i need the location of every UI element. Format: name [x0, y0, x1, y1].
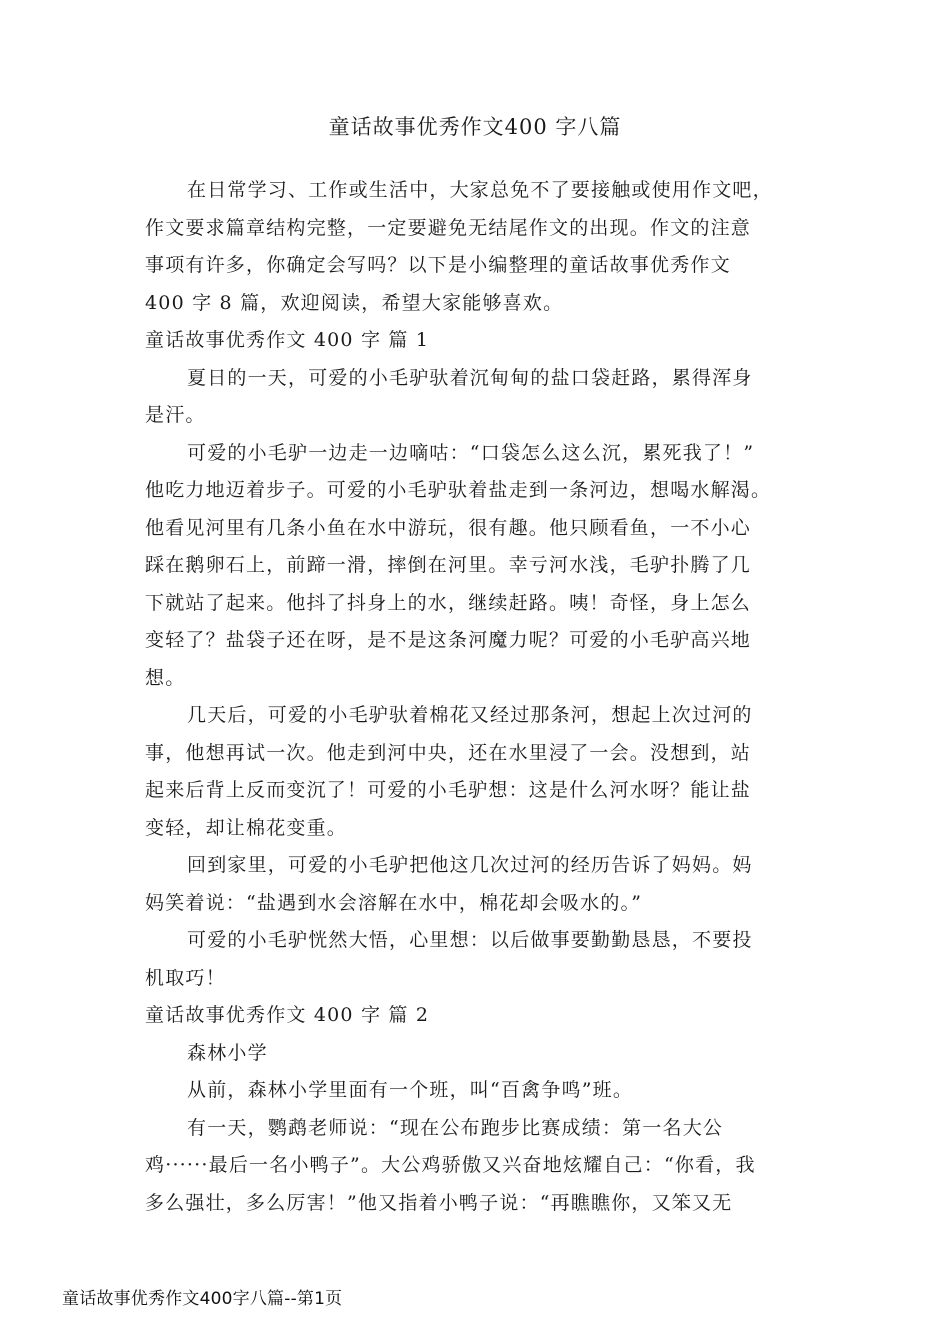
text-line: 想。	[145, 666, 186, 689]
text-line: 从前，森林小学里面有一个班，叫“百禽争鸣”班。	[187, 1079, 634, 1101]
text-line: 鸡······最后一名小鸭子”。大公鸡骄傲又兴奋地炫耀自己：“你看，我	[145, 1154, 756, 1176]
text-line: 起来后背上反而变沉了！可爱的小毛驴想：这是什么河水呀？能让盐	[145, 779, 752, 801]
text-line: 变轻，却让棉花变重。	[145, 816, 348, 839]
text-line: 他看见河里有几条小鱼在水中游玩，很有趣。他只顾看鱼，一不小心	[145, 516, 752, 539]
text-line: 有一天，鹦鹉老师说：“现在公布跑步比赛成绩：第一名大公	[187, 1116, 724, 1139]
text-line: 童话故事优秀作文 400 字 篇 2	[145, 1004, 430, 1026]
text-line: 下就站了起来。他抖了抖身上的水，继续赶路。咦！奇怪，身上怎么	[145, 591, 752, 614]
document-body	[145, 172, 825, 1222]
page-footer: 童话故事优秀作文400字八篇--第1页	[62, 1289, 343, 1309]
text-line: 事，他想再试一次。他走到河中央，还在水里浸了一会。没想到，站	[145, 741, 752, 764]
text-line: 多么强壮，多么厉害！”他又指着小鸭子说：“再瞧瞧你，又笨又无	[145, 1191, 733, 1214]
text-line: 在日常学习、工作或生活中，大家总免不了要接触或使用作文吧，	[187, 179, 773, 201]
text-line: 妈笑着说：“盐遇到水会溶解在水中，棉花却会吸水的。”	[145, 891, 643, 914]
text-line: 变轻了？盐袋子还在呀，是不是这条河魔力呢？可爱的小毛驴高兴地	[145, 629, 752, 651]
text-line: 踩在鹅卵石上，前蹄一滑，摔倒在河里。幸亏河水浅，毛驴扑腾了几	[145, 554, 752, 576]
text-line: 几天后，可爱的小毛驴驮着棉花又经过那条河，想起上次过河的	[187, 704, 753, 726]
text-line: 作文要求篇章结构完整，一定要避免无结尾作文的出现。作文的注意	[145, 216, 752, 239]
text-line: 夏日的一天，可爱的小毛驴驮着沉甸甸的盐口袋赶路，累得浑身	[187, 366, 753, 389]
text-line: 他吃力地迈着步子。可爱的小毛驴驮着盐走到一条河边，想喝水解渴。	[145, 479, 772, 501]
document-title: 童话故事优秀作文400 字八篇	[328, 115, 622, 139]
text-line: 是汗。	[145, 404, 206, 426]
text-line: 可爱的小毛驴一边走一边嘀咕：“口袋怎么这么沉，累死我了！”	[187, 441, 755, 464]
text-line: 回到家里，可爱的小毛驴把他这几次过河的经历告诉了妈妈。妈	[187, 854, 753, 876]
text-line: 童话故事优秀作文 400 字 篇 1	[145, 329, 430, 351]
text-line: 事项有许多，你确定会写吗？以下是小编整理的童话故事优秀作文	[145, 254, 731, 276]
text-line: 森林小学	[187, 1041, 268, 1064]
text-line: 可爱的小毛驴恍然大悟，心里想：以后做事要勤勤恳恳，不要投	[187, 929, 753, 951]
text-line: 机取巧！	[145, 966, 226, 989]
text-line: 400 字 8 篇，欢迎阅读，希望大家能够喜欢。	[145, 291, 564, 314]
